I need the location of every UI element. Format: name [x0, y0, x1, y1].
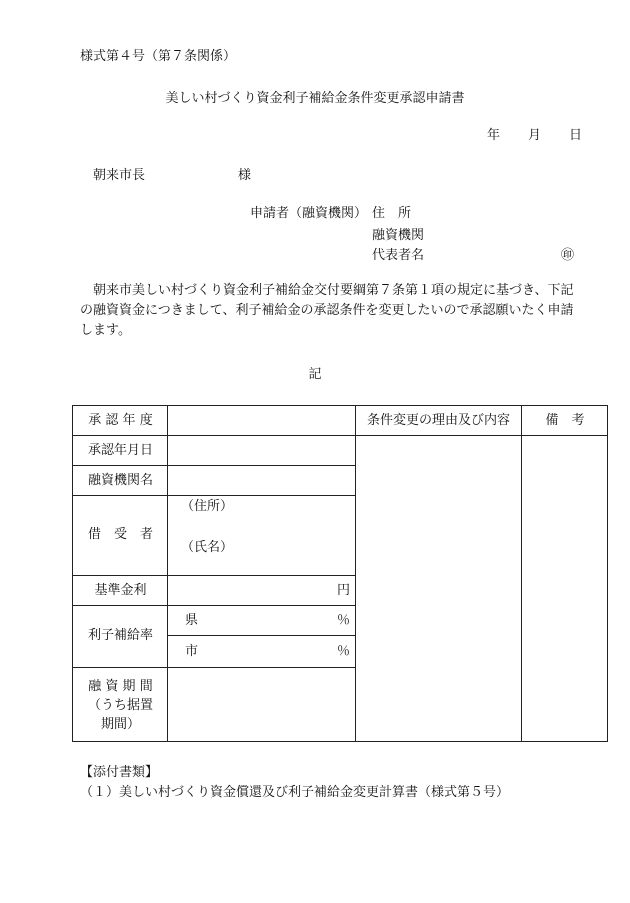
date-year: 年	[486, 128, 500, 143]
document-title: 美しい村づくり資金利子補給金条件変更承認申請書	[165, 91, 465, 106]
addressee-honorific: 様	[238, 168, 252, 183]
city-label: 市	[185, 644, 199, 659]
applicant-bank-label: 融資機関	[372, 228, 425, 243]
body-line: の融資資金につきまして、利子補給金の承認条件を変更したいので承認願いたく申請	[80, 303, 574, 318]
table-divider	[73, 435, 607, 436]
city-percent: ％	[337, 644, 351, 659]
approval-date-label: 承認年月日	[87, 443, 153, 458]
prefecture-percent: ％	[337, 613, 351, 628]
loan-period-grace: （うち据置	[87, 698, 153, 713]
applicant-rep-label: 代表者名	[372, 248, 425, 263]
table-divider	[355, 406, 356, 741]
table-divider	[167, 635, 355, 636]
prefecture-label: 県	[185, 613, 199, 628]
attachments-heading: 【添付書類】	[80, 765, 159, 780]
table-divider	[73, 495, 355, 496]
attachment-item: （１）美しい村づくり資金償還及び利子補給金変更計算書（様式第５号）	[80, 785, 510, 800]
application-table	[72, 405, 608, 742]
base-rate-unit: 円	[337, 583, 351, 598]
subsidy-rate-label: 利子補給率	[87, 628, 153, 643]
borrower-label: 借 受 者	[87, 527, 153, 542]
bank-name-label: 融資機関名	[87, 473, 153, 488]
body-line: します。	[80, 323, 131, 338]
date-day: 日	[568, 128, 582, 143]
applicant-role: 申請者（融資機関）	[250, 206, 368, 221]
date-month: 月	[527, 128, 541, 143]
table-divider	[73, 667, 355, 668]
body-line: 朝来市美しい村づくり資金利子補給金交付要綱第７条第１項の規定に基づき、下記	[93, 283, 574, 298]
loan-period-close: 期間）	[100, 717, 140, 732]
table-divider	[73, 465, 355, 466]
table-divider	[73, 605, 355, 606]
approval-year-label: 承 認 年 度	[88, 413, 153, 428]
form-number: 様式第４号（第７条関係）	[80, 49, 237, 64]
remarks-header: 備 考	[545, 413, 585, 428]
borrower-address-label: （住所）	[181, 499, 234, 514]
table-divider	[73, 575, 355, 576]
seal-mark: ㊞	[561, 248, 575, 263]
borrower-name-label: （氏名）	[181, 540, 234, 555]
loan-period-label: 融 資 期 間	[88, 679, 153, 694]
body-paragraph	[80, 281, 585, 341]
ki-heading: 記	[308, 367, 322, 382]
base-rate-label: 基準金利	[94, 583, 147, 598]
addressee-name: 朝来市長	[93, 168, 146, 183]
applicant-address-label: 住 所	[372, 206, 412, 221]
date-line	[487, 127, 582, 145]
table-divider	[521, 406, 522, 741]
reason-header: 条件変更の理由及び内容	[366, 413, 510, 428]
